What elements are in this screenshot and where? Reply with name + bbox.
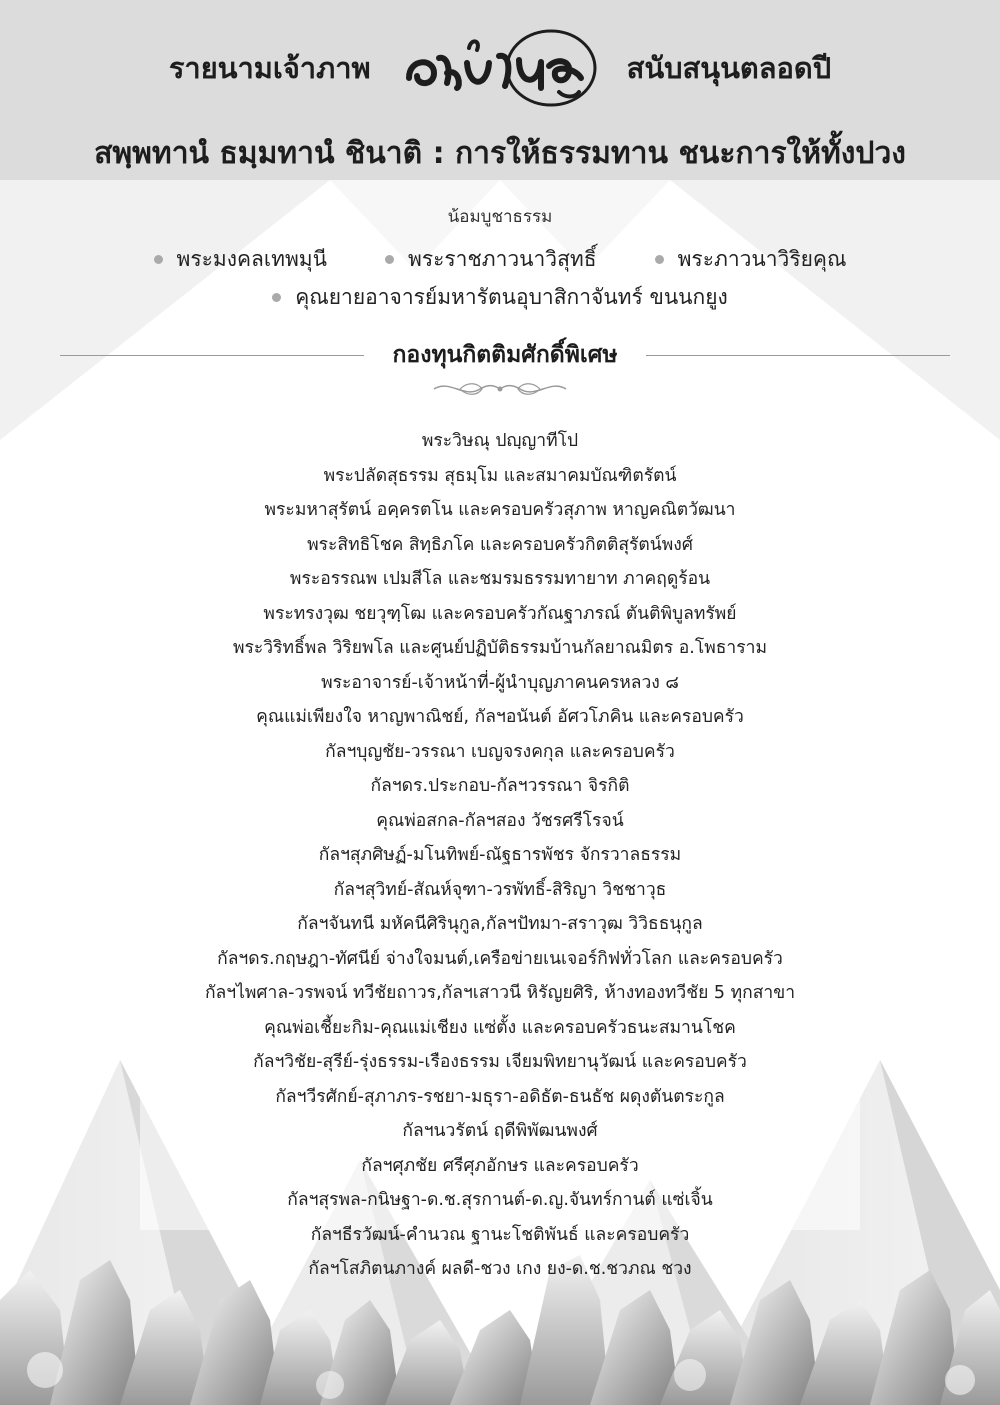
donor-name: พระอรรณพ เปมสีโล และชมรมธรรมทายาท ภาคฤดูร้อน — [289, 569, 711, 589]
donor-name: พระทรงวุฒ ชยวุฑฺโฒ และครอบครัวกัณฐาภรณ์ ตันติพิบูลทรัพย์ — [263, 603, 737, 624]
donor-name: กัลฯไพศาล-วรพจน์ ทวีชัยถาวร,กัลฯเสาวนี หิรัญยศิริ, ห้างทองทวีชัย 5 ทุกสาขา — [204, 983, 796, 1003]
tribute-heading: น้อมบูชาธรรม — [447, 207, 553, 227]
section-header — [60, 340, 950, 370]
donor-name: พระปลัดสุธรรม สุธมฺโม และสมาคมบัณฑิตรัตน์ — [323, 465, 677, 486]
honoree-row — [0, 240, 1000, 278]
donor-name: พระสิทธิโชค สิทฺธิภโค และครอบครัวกิตติสุรัตน์พงศ์ — [307, 534, 693, 555]
honoree-name: พระภาวนาวิริยคุณ — [677, 246, 847, 271]
honoree-item — [154, 243, 327, 276]
donor-name: คุณแม่เพียงใจ หาญพาณิชย์, กัลฯอนันต์ อัศวโภคิน และครอบครัว — [256, 707, 744, 727]
donor-name: พระวิริทธิ์พล วิริยพโล และศูนย์ปฏิบัติธรรมบ้านกัลยาณมิตร อ.โพธาราม — [232, 638, 768, 658]
honoree-name: พระราชภาวนาวิสุทธิ์ — [408, 246, 597, 271]
donor-name: พระวิษณุ ปญฺญาทีโป — [421, 431, 579, 451]
donor-name: กัลฯธีรวัฒน์-คำนวณ ฐานะโชติพันธ์ และครอบครัว — [310, 1224, 690, 1245]
bullet-icon — [154, 255, 163, 264]
title-right: สนับสนุนตลอดปี — [626, 51, 832, 85]
divider-left — [60, 355, 364, 356]
donor-name: กัลฯสุรพล-กนิษฐา-ด.ช.สุรกานต์-ด.ญ.จันทร์กานต์ แซ่เจิ้น — [287, 1190, 713, 1210]
honoree-item — [385, 243, 597, 276]
donor-name: กัลฯดร.ประกอบ-กัลฯวรรณา จิรกิติ — [370, 776, 630, 796]
bullet-icon — [655, 255, 664, 264]
honoree-name: พระมงคลเทพมุนี — [176, 246, 327, 271]
divider-right — [646, 355, 950, 356]
pali-motto: สพฺพทานํ ธมฺมทานํ ชินาติ : การให้ธรรมทาน ชนะการให้ทั้งปวง — [94, 136, 906, 171]
honoree-list — [0, 240, 1000, 316]
donor-list — [0, 424, 1000, 1287]
donor-name: กัลฯบุญชัย-วรรณา เบญจรงคกุล และครอบครัว — [325, 741, 675, 762]
donor-name: กัลฯสุวิทย์-สัณห์จุฑา-วรพัทธิ์-สิริญา วิชชาวุธ — [333, 879, 667, 900]
donor-name: กัลฯสุภศิษฏ์-มโนทิพย์-ณัฐธารพัชร จักรวาลธรรม — [318, 845, 682, 865]
donor-name: กัลฯนวรัตน์ ฤดีพิพัฒนพงศ์ — [402, 1121, 598, 1141]
donor-name: พระอาจารย์-เจ้าหน้าที่-ผู้นำบุญภาคนครหลวง ๘ — [321, 672, 679, 693]
section-title: กองทุนกิตติมศักดิ์พิเศษ — [392, 342, 618, 368]
donor-name: คุณพ่อสกล-กัลฯสอง วัชรศรีโรจน์ — [376, 810, 624, 831]
bullet-icon — [385, 255, 394, 264]
donor-name: กัลฯวิชัย-สุรีย์-รุ่งธรรม-เรืองธรรม เจียมพิทยานุวัฒน์ และครอบครัว — [253, 1052, 747, 1072]
donor-name: กัลฯวีรศักย์-สุภาภร-รชยา-มธุรา-อดิธัต-ธนธัช ผดุงตันตระกูล — [275, 1086, 725, 1107]
donor-name: กัลฯจันทนี มหัคนีศิรินุกูล,กัลฯปัทมา-สราวุฒ วิวิธธนุกูล — [297, 914, 703, 934]
donor-name: คุณพ่อเชี้ยะกิม-คุณแม่เชียง แซ่ตั้ง และครอบครัวธนะสมานโชค — [264, 1017, 736, 1038]
donor-name: พระมหาสุรัตน์ อคฺครตโน และครอบครัวสุภาพ หาญคณิตวัฒนา — [264, 500, 736, 520]
bullet-icon — [272, 293, 281, 302]
honoree-item — [272, 281, 728, 314]
donor-name: กัลฯโสภิตนภางค์ ผลดี-ชวง เกง ยง-ด.ช.ชวภณ ชวง — [308, 1259, 692, 1279]
title-left: รายนามเจ้าภาพ — [168, 51, 371, 85]
honoree-name: คุณยายอาจารย์มหารัตนอุบาสิกาจันทร์ ขนนกยูง — [295, 284, 728, 309]
donor-name: กัลฯดร.กฤษฎา-ทัศนีย์ จ่างใจมนต์,เครือข่ายเนเจอร์กิฟทั่วโลก และครอบครัว — [217, 948, 783, 969]
honoree-row — [0, 278, 1000, 316]
honoree-item — [655, 243, 847, 276]
flourish-ornament-icon — [430, 377, 570, 401]
donor-name: กัลฯศุภชัย ศรีศุภอักษร และครอบครัว — [361, 1155, 639, 1176]
